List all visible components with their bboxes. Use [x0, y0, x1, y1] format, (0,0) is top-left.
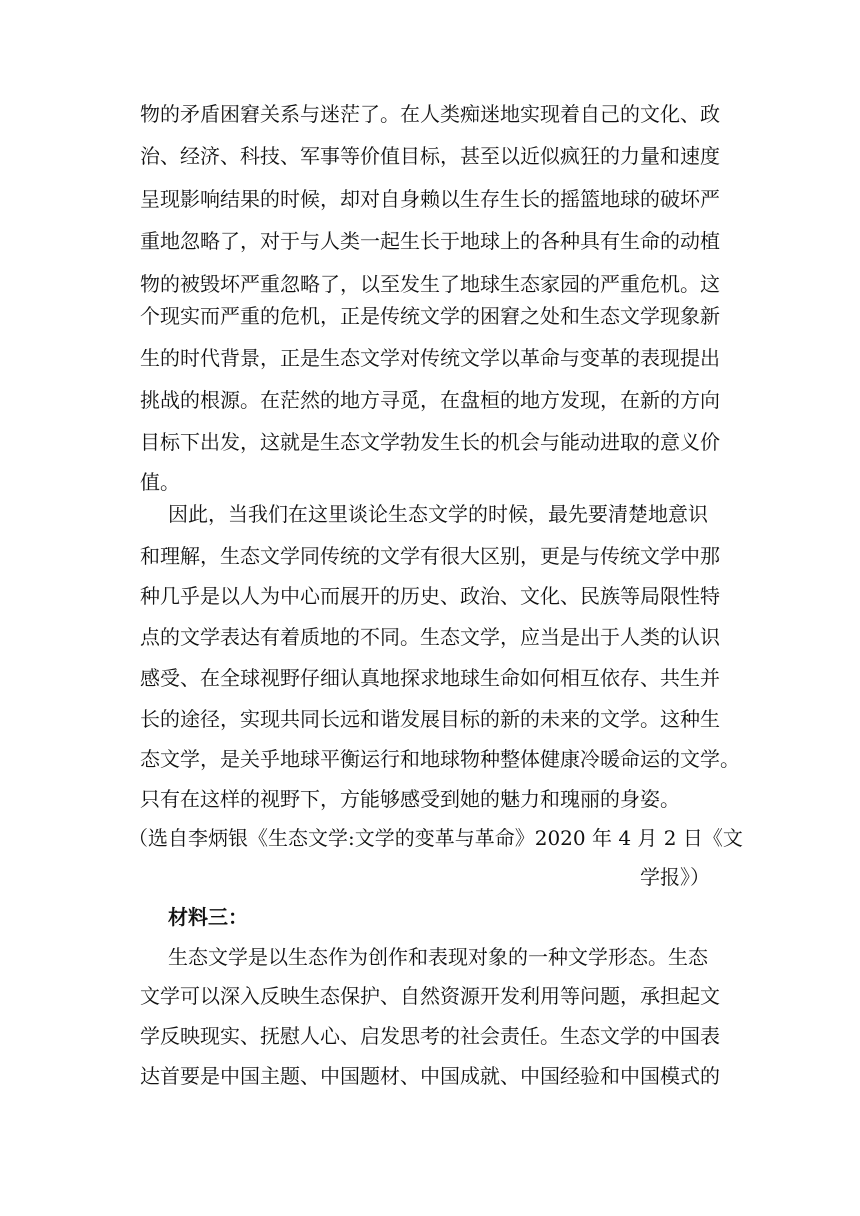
- paragraph-2-line-1: 因此，当我们在这里谈论生态文学的时候，最先要清楚地意识: [168, 502, 708, 526]
- paragraph-3-line-3: 学反映现实、抚慰人心、启发思考的社会责任。生态文学的中国表: [140, 1024, 720, 1048]
- paragraph-1-line-1: 物的矛盾困窘关系与迷茫了。在人类痴迷地实现着自己的文化、政: [140, 102, 720, 126]
- paragraph-2-line-7: 态文学，是关乎地球平衡运行和地球物种整体健康冷暖命运的文学。: [140, 747, 740, 771]
- paragraph-1-line-2: 治、经济、科技、军事等价值目标，甚至以近似疯狂的力量和速度: [140, 144, 720, 168]
- paragraph-1-line-5: 物的被毁坏严重忽略了，以至发生了地球生态家园的严重危机。这: [140, 272, 720, 296]
- paragraph-3-line-2: 文学可以深入反映生态保护、自然资源开发利用等问题，承担起文: [140, 984, 720, 1008]
- paragraph-1-line-6: 个现实而严重的危机，正是传统文学的困窘之处和生态文学现象新: [140, 304, 720, 328]
- paragraph-1-line-3: 呈现影响结果的时候，却对自身赖以生存生长的摇篮地球的破坏严: [140, 187, 720, 211]
- paragraph-1-line-7: 生的时代背景，正是生态文学对传统文学以革命与变革的表现提出: [140, 346, 720, 370]
- paragraph-2-line-5: 感受、在全球视野仔细认真地探求地球生命如何相互依存、共生并: [140, 666, 720, 690]
- source-citation-line-2: 学报》）: [640, 865, 710, 889]
- paragraph-3-line-4: 达首要是中国主题、中国题材、中国成就、中国经验和中国模式的: [140, 1064, 720, 1088]
- paragraph-2-line-8: 只有在这样的视野下，方能够感受到她的魅力和瑰丽的身姿。: [140, 787, 680, 811]
- paragraph-2-line-3: 种几乎是以人为中心而展开的历史、政治、文化、民族等局限性特: [140, 584, 720, 608]
- source-citation-line-1: （选自李炳银《生态文学:文学的变革与革命》2020 年 4 月 2 日《文: [128, 826, 743, 850]
- section-heading: 材料三：: [168, 905, 248, 929]
- paragraph-2-line-6: 长的途径，实现共同长远和谐发展目标的新的未来的文学。这种生: [140, 707, 720, 731]
- paragraph-1-line-9: 目标下出发，这就是生态文学勃发生长的机会与能动进取的意义价: [140, 430, 720, 454]
- paragraph-1-line-4: 重地忽略了，对于与人类一起生长于地球上的各种具有生命的动植: [140, 229, 720, 253]
- paragraph-1-line-8: 挑战的根源。在茫然的地方寻觅，在盘桓的地方发现，在新的方向: [140, 388, 720, 412]
- paragraph-3-line-1: 生态文学是以生态作为创作和表现对象的一种文学形态。生态: [168, 945, 708, 969]
- paragraph-1-line-10: 值。: [140, 470, 180, 494]
- paragraph-2-line-4: 点的文学表达有着质地的不同。生态文学，应当是出于人类的认识: [140, 625, 720, 649]
- paragraph-2-line-2: 和理解，生态文学同传统的文学有很大区别，更是与传统文学中那: [140, 544, 720, 568]
